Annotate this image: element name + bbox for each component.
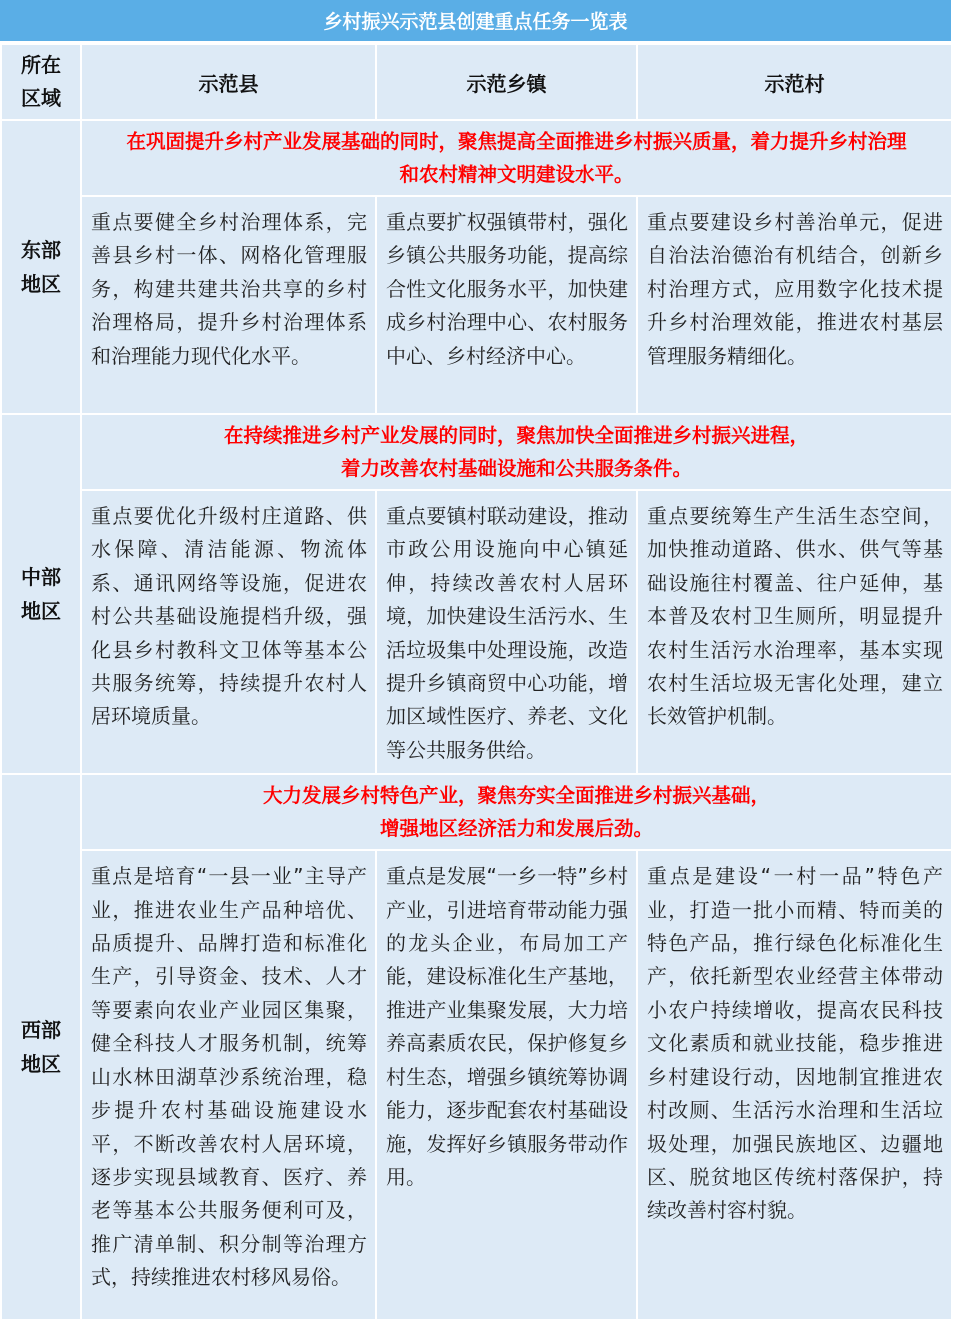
table-row xyxy=(1,196,952,414)
region-cell-west xyxy=(1,774,81,1320)
county-task-west: 重点是培育“一县一业”主导产业，推进农业生产品种培优、品质提升、品牌打造和标准化生产，引导资金、技术、人才等要素向农业产业园区集聚，健全科技人才服务机制，统筹山水林田湖草沙系统治理，稳步提升农村基础设施建设水平，不断改善农村人居环境，逐步实现县域教育、医疗、养老等基本公共服务便利可及，推广清单制、积分制等治理方式，持续推进农村移风易俗。 xyxy=(81,850,376,1320)
header-region-line2: 区域 xyxy=(21,86,61,110)
focus-cell-west xyxy=(81,774,952,850)
region-label-line1: 中部 xyxy=(21,565,61,590)
header-township: 示范乡镇 xyxy=(376,44,637,120)
region-cell-central xyxy=(1,414,81,774)
header-region xyxy=(1,44,81,120)
county-task-east: 重点要健全乡村治理体系，完善县乡村一体、网格化管理服务，构建共建共治共享的乡村治理格局，提升乡村治理体系和治理能力现代化水平。 xyxy=(81,196,376,414)
focus-line2: 增强地区经济活力和发展后劲。 xyxy=(379,817,653,841)
table-title: 乡村振兴示范县创建重点任务一览表 xyxy=(0,0,951,41)
focus-line1: 在巩固提升乡村产业发展基础的同时，聚焦提高全面推进乡村振兴质量，着力提升乡村治理 xyxy=(126,130,907,153)
table-row xyxy=(1,850,952,1320)
focus-line2: 和农村精神文明建设水平。 xyxy=(399,163,634,186)
task-table xyxy=(0,43,953,1321)
header-row xyxy=(1,44,952,120)
header-county: 示范县 xyxy=(81,44,376,120)
table-row xyxy=(1,414,952,490)
header-region-line1: 所在 xyxy=(21,53,61,77)
village-task-east: 重点要建设乡村善治单元，促进自治法治德治有机结合，创新乡村治理方式，应用数字化技术提升乡村治理效能，推进农村基层管理服务精细化。 xyxy=(637,196,952,414)
region-label-line1: 西部 xyxy=(21,1018,61,1043)
region-cell-east xyxy=(1,120,81,414)
focus-cell-central xyxy=(81,414,952,490)
focus-cell-east xyxy=(81,120,952,196)
header-village: 示范村 xyxy=(637,44,952,120)
table-row xyxy=(1,120,952,196)
region-label-line2: 地区 xyxy=(21,272,61,296)
village-task-west: 重点是建设“一村一品”特色产业，打造一批小而精、特而美的特色产品，推行绿色化标准化生产，依托新型农业经营主体带动小农户持续增收，提高农民科技文化素质和就业技能，稳步推进乡村建设行动，因地制宜推进农村改厕、生活污水治理和生活垃圾处理，加强民族地区、边疆地区、脱贫地区传统村落保护，持续改善村容村貌。 xyxy=(637,850,952,1320)
region-label-line2: 地区 xyxy=(21,599,61,624)
region-label-line2: 地区 xyxy=(21,1052,61,1077)
township-task-west: 重点是发展“一乡一特”乡村产业，引进培育带动能力强的龙头企业，布局加工产能，建设标准化生产基地，推进产业集聚发展，大力培养高素质农民，保护修复乡村生态，增强乡镇统筹协调能力，逐步配套农村基础设施，发挥好乡镇服务带动作用。 xyxy=(376,850,637,1320)
focus-line1: 大力发展乡村特色产业，聚焦夯实全面推进乡村振兴基础， xyxy=(262,784,770,808)
focus-line1: 在持续推进乡村产业发展的同时，聚焦加快全面推进乡村振兴进程， xyxy=(223,424,809,447)
table-row xyxy=(1,490,952,774)
township-task-east: 重点要扩权强镇带村，强化乡镇公共服务功能，提高综合性文化服务水平，加快建成乡村治理中心、农村服务中心、乡村经济中心。 xyxy=(376,196,637,414)
village-task-central: 重点要统筹生产生活生态空间，加快推动道路、供水、供气等基础设施往村覆盖、往户延伸，基本普及农村卫生厕所，明显提升农村生活污水治理率，基本实现农村生活垃圾无害化处理，建立长效管护机制。 xyxy=(637,490,952,774)
township-task-central: 重点要镇村联动建设，推动市政公用设施向中心镇延伸，持续改善农村人居环境，加快建设生活污水、生活垃圾集中处理设施，改造提升乡镇商贸中心功能，增加区域性医疗、养老、文化等公共服务供给。 xyxy=(376,490,637,774)
focus-line2: 着力改善农村基础设施和公共服务条件。 xyxy=(340,457,692,480)
county-task-central: 重点要优化升级村庄道路、供水保障、清洁能源、物流体系、通讯网络等设施，促进农村公共基础设施提档升级，强化县乡村教科文卫体等基本公共服务统筹，持续提升农村人居环境质量。 xyxy=(81,490,376,774)
region-label-line1: 东部 xyxy=(21,238,61,262)
table-row xyxy=(1,774,952,850)
